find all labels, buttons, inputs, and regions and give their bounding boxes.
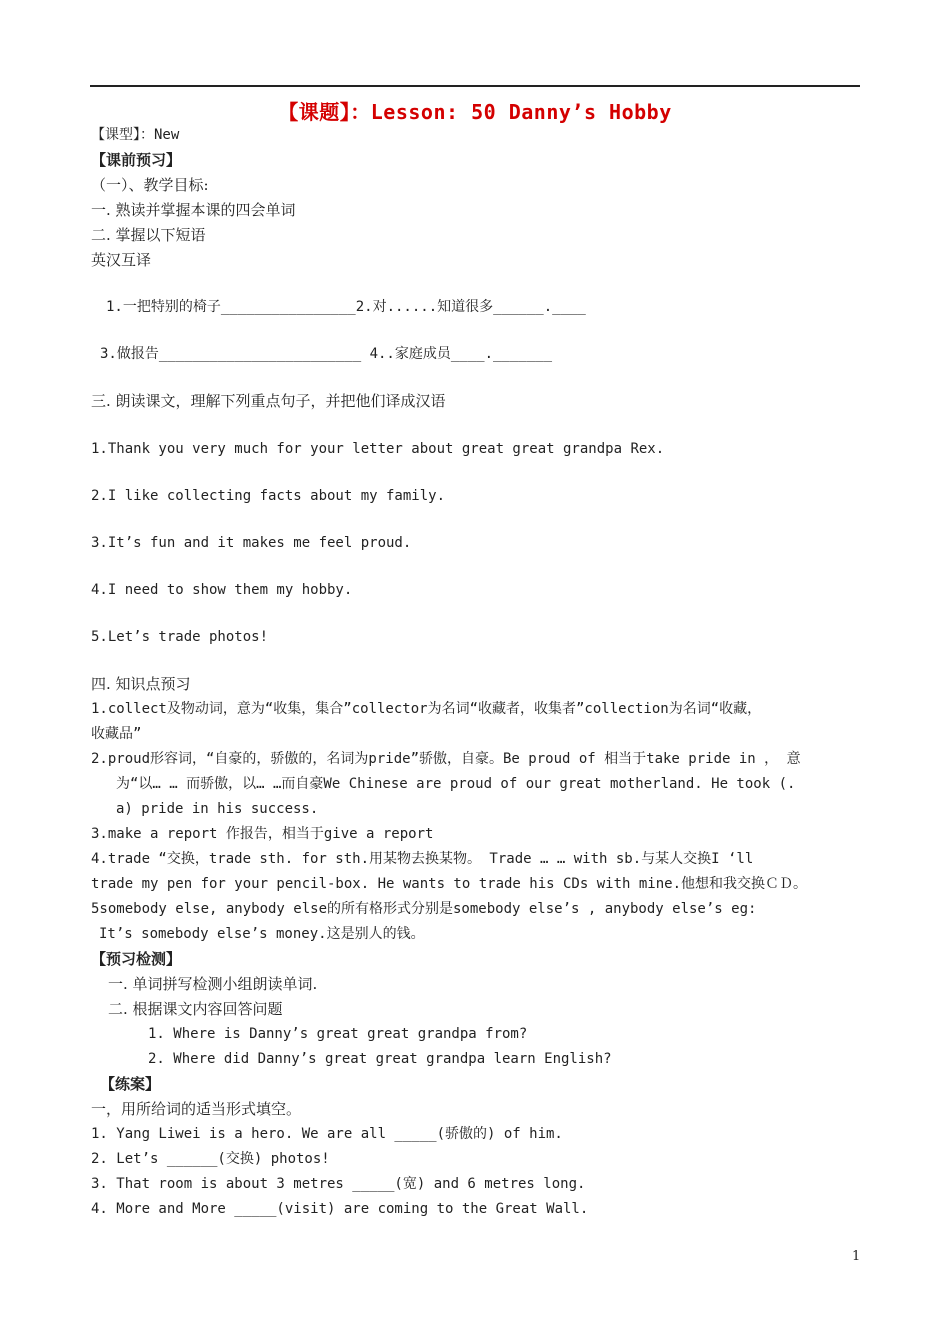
section-3-heading: 三. 朗读课文，理解下列重点句子，并把他们译成汉语 — [91, 392, 446, 410]
page-title: 【课题】：Lesson: 50 Danny’s Hobby — [278, 100, 672, 124]
page-number: 1 — [852, 1249, 861, 1264]
phrase-line-2: 3.做报告________________________ 4..家庭成员____._______ — [100, 346, 553, 362]
practice-1: 1. Yang Liwei is a hero. We are all _____(骄傲的) of him. — [91, 1126, 563, 1142]
knowledge-4a: 4.trade “交换，trade sth. for sth.用某物去换某物。 Trade … … with sb.与某人交换I ‘ll — [91, 851, 754, 867]
practice-2: 2. Let’s ______(交换) photos! — [91, 1151, 330, 1167]
check-item-1: 一. 单词拼写检测小组朗读单词. — [108, 975, 318, 993]
knowledge-2c: a) pride in his success. — [116, 801, 319, 817]
knowledge-3: 3.make a report 作报告，相当于give a report — [91, 826, 434, 842]
question-1: 1. Where is Danny’s great great grandpa from? — [148, 1026, 528, 1042]
goal-2: 二. 掌握以下短语 — [91, 226, 206, 244]
sentence-5: 5.Let’s trade photos! — [91, 629, 269, 645]
course-type: 【课型】：New — [91, 127, 180, 143]
sentence-4: 4.I need to show them my hobby. — [91, 582, 353, 598]
practice-4: 4. More and More _____(visit) are coming to the Great Wall. — [91, 1201, 589, 1217]
question-2: 2. Where did Danny’s great great grandpa learn English? — [148, 1051, 612, 1067]
preview-header: 【课前预习】 — [91, 151, 182, 169]
knowledge-2a: 2.proud形容词，“自豪的，骄傲的，名词为pride”骄傲，自豪。Be proud of 相当于take pride in ， 意 — [91, 751, 801, 767]
knowledge-5b: It’s somebody else’s money.这是别人的钱。 — [99, 926, 425, 942]
knowledge-2b: 为“以… … 而骄傲，以… …而自豪We Chinese are proud of our great motherland. He took (. — [116, 776, 796, 792]
goals-header: （一）、教学目标: — [91, 176, 209, 194]
knowledge-1a: 1.collect及物动词，意为“收集，集合”collector为名词“收藏者，收集者”collection为名词“收藏， — [91, 701, 762, 717]
sentence-2: 2.I like collecting facts about my family. — [91, 488, 446, 504]
practice-3: 3. That room is about 3 metres _____(宽) and 6 metres long. — [91, 1176, 586, 1192]
sentence-3: 3.It’s fun and it makes me feel proud. — [91, 535, 412, 551]
goal-1: 一. 熟读并掌握本课的四会单词 — [91, 201, 296, 219]
check-header: 【预习检测】 — [91, 950, 182, 968]
check-item-2: 二. 根据课文内容回答问题 — [108, 1000, 283, 1018]
practice-intro: 一，用所给词的适当形式填空。 — [91, 1100, 302, 1118]
eng-chi-label: 英汉互译 — [91, 251, 152, 269]
section-4-heading: 四. 知识点预习 — [91, 675, 191, 693]
knowledge-1b: 收藏品” — [91, 726, 142, 742]
phrase-line-1: 1.一把特别的椅子________________2.对......知道很多______.____ — [106, 299, 586, 315]
knowledge-4b: trade my pen for your pencil-box. He wants to trade his CDs with mine.他想和我交换ＣＤ。 — [91, 876, 808, 892]
header-rule — [90, 85, 860, 87]
sentence-1: 1.Thank you very much for your letter about great great grandpa Rex. — [91, 441, 665, 457]
practice-header: 【练案】 — [100, 1075, 161, 1093]
knowledge-5a: 5somebody else, anybody else的所有格形式分别是somebody else’s , anybody else’s eg: — [91, 901, 757, 917]
